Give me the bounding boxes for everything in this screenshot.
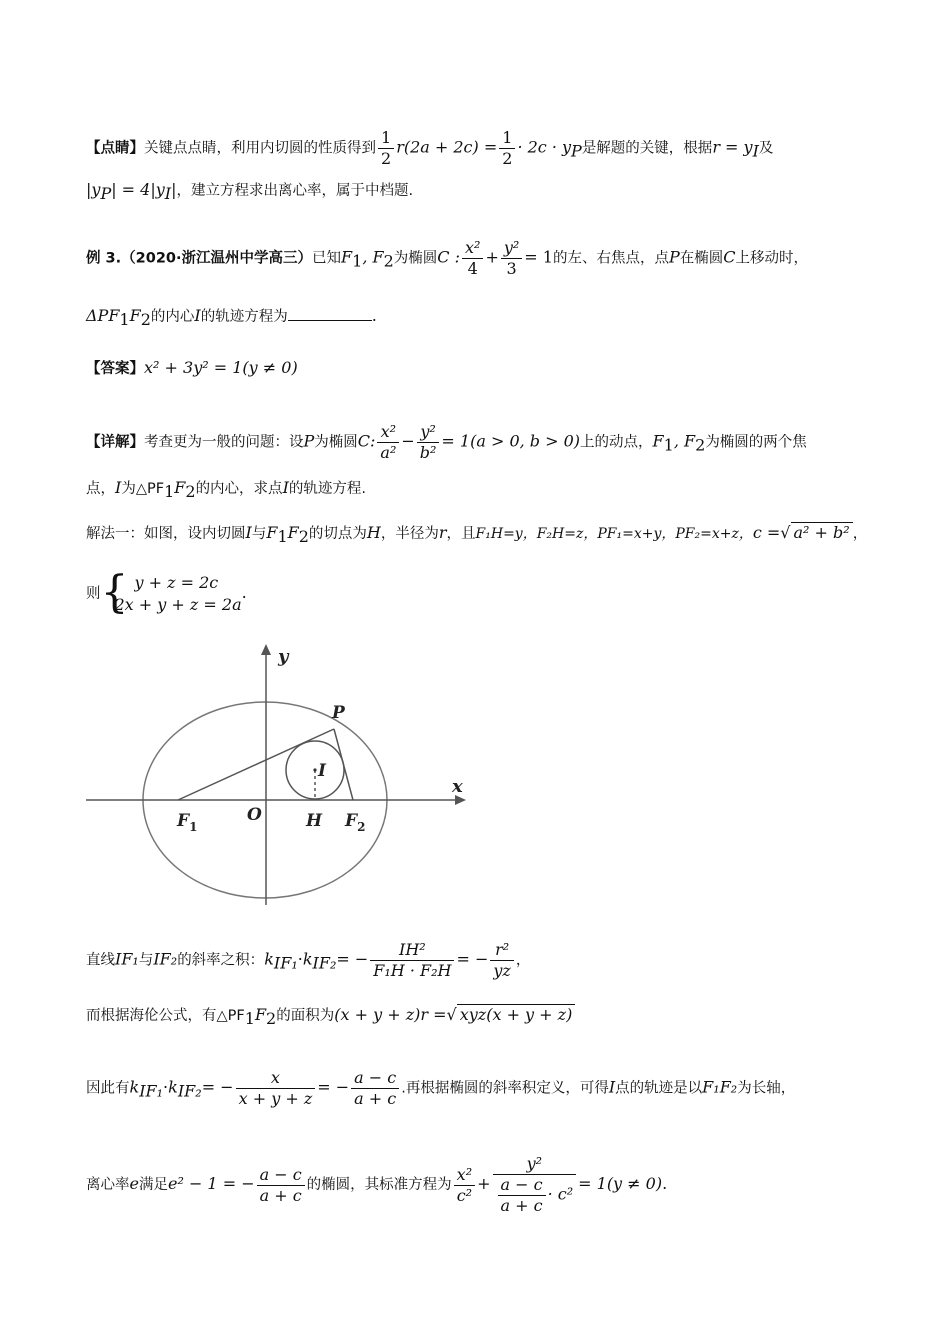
focus-f2-label: $F_2$: [345, 811, 366, 834]
half-fraction-2: $\frac{1}{2}$: [499, 128, 515, 169]
heron-line: 而根据海伦公式，有$\triangle PF_1F_2$的面积为(x + y + z)r =√ xyz(x + y + z): [86, 1004, 575, 1029]
eccentricity-line: 离心率e满足e² − 1 = − $\frac{a - c}{a + c}$ 的椭圆，其标准方程为 $\frac{\text{x²}}{\text{c²}}$ + y² $\frac{a - c}{a + c}$ · c² = 1(y ≠ 0).: [86, 1154, 668, 1215]
answer-line: [86, 358, 298, 379]
incenter-point: [313, 768, 316, 771]
focus-f1-label: $F_1$: [177, 811, 198, 834]
y-axis-label: y: [278, 646, 289, 667]
answer-equation: x² + 3y² = 1(y ≠ 0): [144, 358, 298, 377]
example-label: 例 3.（2020·浙江温州中学高三）: [86, 250, 313, 267]
pf1-segment: [178, 729, 334, 800]
ellipse-figure: [80, 640, 500, 910]
hence-line: 因此有$k_{IF_1}\cdot k_{IF_2}=$ − $\frac{x}{x + y + z}$ = − $\frac{a - c}{a + c}$ .再根据椭圆的斜率积定义，可得I点的轨迹是以F₁F₂为长轴，: [86, 1068, 796, 1108]
slope-line: 直线IF₁与IF₂的斜率之积：$k_{IF_1}\cdot k_{IF_2}=$ − $\frac{\text{IH²}}{\text{F₁H · F₂H}}$ = − $\frac{\text{r²}}{yz}$ ，: [86, 940, 531, 980]
y-over-3: $\frac{\text{y²}}{3}$: [501, 238, 522, 279]
system-line: 则 { y + z = 2c 2x + y + z = 2a .: [86, 567, 247, 618]
equation-r: r(2a + 2c) =: [396, 137, 498, 157]
equation-system: { y + z = 2c 2x + y + z = 2a: [100, 567, 242, 618]
detail-line-2: 点，I为$\triangle PF_1F_2$的内心，求点I的轨迹方程.: [86, 478, 366, 501]
dianjing-tag: 【点睛】: [86, 140, 144, 157]
answer-blank: [288, 306, 372, 321]
x-over-4: $\frac{\text{x²}}{4}$: [462, 238, 483, 279]
x-axis-label: x: [452, 776, 463, 797]
origin-label: O: [247, 805, 262, 825]
dianjing-line-1: 【点睛】关键点点睛，利用内切圆的性质得到 $\frac{1}{2}$ r(2a + 2c) = $\frac{1}{2}$ · $2c \cdot y_P$是解题的关键，根据$r = y_I$及: [86, 128, 774, 168]
answer-tag: 【答案】: [86, 361, 144, 377]
compound-fraction: y² $\frac{a - c}{a + c}$ · c²: [493, 1154, 577, 1216]
example-line-1: 例 3.（2020·浙江温州中学高三）已知$F_1$, $F_2$为椭圆C : $\frac{\text{x²}}{4}$ + $\frac{\text{y²}}{3}$ = 1的左、右焦点，点P在椭圆C上移动时，: [86, 238, 808, 278]
point-i-label: I: [318, 761, 326, 781]
half-fraction: $\frac{1}{2}$: [378, 128, 394, 169]
detail-tag: 【详解】: [86, 434, 144, 451]
point-p-label: P: [332, 703, 345, 723]
point-h-label: H: [306, 811, 323, 831]
dianjing-line-2: $|y_P| = 4|y_I|$，建立方程求出离心率，属于中档题.: [86, 180, 414, 203]
detail-line-1: 【详解】考查更为一般的问题：设P为椭圆C: $\frac{\text{x²}}{\text{a²}}$ − $\frac{\text{y²}}{\text{b²}}$ = 1(a > 0, b > 0)上的动点，$F_1$, $F_2$为椭圆的两个焦: [86, 422, 807, 462]
y-axis-arrow: [261, 644, 271, 655]
method-line-1: 解法一：如图，设内切圆I与$F_1F_2$的切点为H，半径为r，且F₁H=y，F₂H=z，PF₁=x+y，PF₂=x+z，c =√ a² + b² ，: [86, 523, 868, 546]
example-line-2: $\Delta PF_1F_2$的内心I的轨迹方程为 .: [86, 306, 377, 329]
